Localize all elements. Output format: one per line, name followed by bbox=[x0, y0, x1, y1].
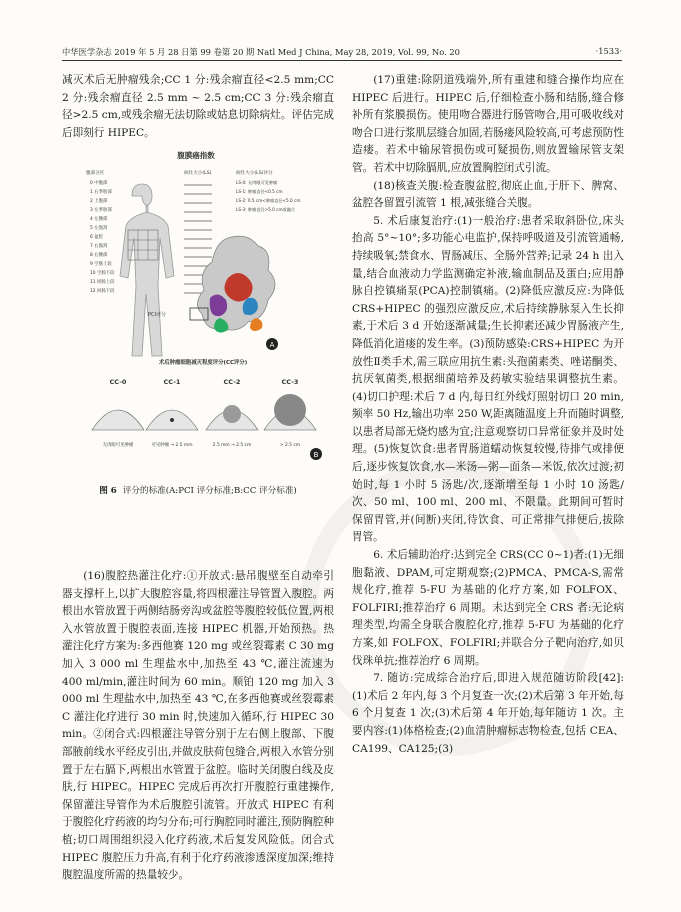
body-diagram bbox=[120, 184, 174, 356]
region-item: 4 左腰部 bbox=[90, 217, 108, 222]
left-column-top bbox=[62, 72, 334, 142]
cc-label: CC-3 bbox=[281, 378, 299, 386]
intestine-illustration bbox=[197, 236, 278, 350]
region-item: 2 上腹部 bbox=[90, 199, 108, 204]
running-header bbox=[62, 46, 622, 60]
region-list bbox=[90, 179, 115, 294]
region-item: 5 左髂窝 bbox=[90, 226, 108, 231]
region-item: 10 空肠下段 bbox=[90, 271, 115, 276]
region-item: 0 中腹部 bbox=[90, 181, 108, 186]
journal-citation: 中华医学杂志 2019 年 5 月 28 日第 99 卷第 20 期 Natl Med J China, May 28, 2019, Vol. 99, No. 20 bbox=[62, 47, 460, 57]
page-number: ·1533· bbox=[595, 46, 622, 56]
cc-headers bbox=[110, 378, 299, 386]
paragraph: (18)核查关腹:检查腹盆腔,彻底止血,于肝下、脾窝、盆腔各留置引流管 1 根,减张缝合关腹。 bbox=[352, 179, 624, 210]
region-item: 12 回肠下段 bbox=[90, 289, 115, 294]
figure-caption bbox=[62, 484, 334, 496]
region-item: 1 右季肋部 bbox=[90, 190, 112, 195]
cc-subtitle: 术后肿瘤细胞减灭程度评分(CC评分) bbox=[158, 360, 248, 366]
cc-descriptions bbox=[103, 441, 300, 448]
cc-desc: 可见肿瘤 → 2.5 mm bbox=[151, 443, 193, 448]
region-item: 9 空肠上段 bbox=[90, 262, 112, 267]
paragraph: 6. 术后辅助治疗:达到完全 CRS(CC 0~1)者:(1)无细胞黏液、DPAM,可定期观察;(2)PMCA、PMCA-S,需常规化疗,推荐 5-FU 为基础的化疗方案,如 FOLFOX、FOLFIRI;推荐治疗 6 周期。未达到完全 CRS 者:无论病理类型,均需全身联合腹腔化疗,推荐 5-FU 为基础的化疗方案,如 FOLFOX、FOLFIRI;并联合分子靶向治疗,如贝伐珠单抗;推荐治疗 6 周期。 bbox=[352, 549, 624, 667]
ls-score-legend bbox=[236, 179, 300, 213]
paragraph: 7. 随访:完成综合治疗后,即进入规范随访阶段[42]:(1)术后 2 年内,每 3 个月复查一次;(2)术后第 3 年开始,每 6 个月复查 1 次;(3)术后第 4 年开始,每年随访 1 次。主要内容:(1)体格检查;(2)血清肿瘤标志物检查,包括 CEA、CA199、CA125;(3) bbox=[352, 672, 624, 755]
col-head-score: 病灶大小(LS)评分 bbox=[236, 171, 273, 176]
col-head-size: 病灶大小(LS) bbox=[184, 171, 212, 176]
region-item: 3 左季肋部 bbox=[90, 208, 112, 213]
cc-label: CC-0 bbox=[109, 378, 127, 386]
ls-score: LS-1: 肿瘤直径<0.5 cm bbox=[236, 189, 283, 194]
cc-desc: > 2.5 cm bbox=[279, 443, 301, 448]
region-item: 11 回肠上段 bbox=[90, 280, 115, 285]
cc-desc: 2.5 mm → 2.5 cm bbox=[212, 443, 252, 448]
paragraph: (16)腹腔热灌注化疗:①开放式:悬吊腹壁至自动牵引器支撑杆上,以扩大腹腔容量,将四根灌注导管置入腹腔。两根出水管放置于两侧结肠旁沟或盆腔等腹腔较低位置,两根入水管放置于腹腔表面,连接 HIPEC 机器,开始预热。热灌注化疗方案为:多西他赛 120 mg 或丝裂霉素 C 30 mg 加入 3 000 ml 生理盐水中,加热至 43 ℃,灌注流速为 400 ml/min,灌注时间为 60 min。顺铂 120 mg 加入 3 000 ml 生理盐水中,加热至 43 ℃,在多西他赛或丝裂霉素 C 灌注化疗进行 30 min 时,快速加入循环,行 HIPEC 30 min。②闭合式:四根灌注导管分别于左右侧上腹部、下腹部腋前线水平经皮引出,并做皮肤荷包缝合,两根入水管分别置于左右膈下,两根出水管置于盆腔。临时关闭腹白线及皮肤,行 HIPEC。HIPEC 完成后再次打开腹腔行重建操作,保留灌注导管作为术后腹腔引流管。开放式 HIPEC 有利于腹腔化疗药液的均匀分布;可行胸腔同时灌注,预防胸腔种植;切口周围组织浸入化疗药液,术后复发风险低。闭合式 HIPEC 腹腔压力升高,有利于化疗药液渗透深度加深;维持腹腔温度所需的热量较少。 bbox=[62, 570, 334, 882]
pci-label: PCI评分 bbox=[148, 312, 166, 318]
ls-score: LS-2: 0.5 cm<肿瘤直径<5.0 cm bbox=[236, 198, 301, 203]
figure-svg bbox=[78, 148, 328, 474]
cc-label: CC-2 bbox=[223, 378, 241, 386]
region-item: 8 右腰部 bbox=[90, 253, 108, 258]
cc-shapes bbox=[92, 394, 316, 430]
paragraph: 减灭术后无肿瘤残余;CC 1 分:残余瘤直径<2.5 mm;CC 2 分:残余瘤直径 2.5 mm ~ 2.5 cm;CC 3 分:残余瘤直径>2.5 cm,或残余瘤无法切除或姑息切除病灶。评估完成后即刻行 HIPEC。 bbox=[62, 74, 334, 139]
cc-desc: 无肉眼可见肿瘤 bbox=[102, 443, 134, 448]
paragraph: 5. 术后康复治疗:(1)一般治疗:患者采取斜卧位,床头抬高 5°~10°;多功能心电监护,保持呼吸道及引流管通畅,持续吸氧;禁食水、胃肠减压、全肠外营养;记录 24 h 出入量,结合血液动力学监测确定补液,输血制品及蛋白;应用静脉自控镇痛泵(PCA)控制镇痛。(2)降低应激反应:为降低 CRS+HIPEC 的强烈应激反应,术后持续静脉泵入生长抑素,于术后 3 d 开始逐渐减量;生长抑素还减少胃肠液产生,降低消化道瘘的发生率。(3)预防感染:CRS+HIPEC 为开放性Ⅱ类手术,需三联应用抗生素:头孢菌素类、唑诺酮类、抗厌氧菌类,根据细菌培养及药敏实验结果调整抗生素。(4)切口护理:术后 7 d 内,每日红外线灯照射切口 20 min,频率 50 Hz,输出功率 250 W,距离随温度上升而随时调整,以患者局部无烧灼感为宜;注意观察切口异常征象并及时处理。(5)恢复饮食:患者胃肠道蠕动恢复较慢,待排气或排便后,逐步恢复饮食,水—米汤—粥—面条—米饭,依次过渡;初始时,每 1 小时 5 汤匙/次,逐渐增至每 1 小时 10 汤匙/次、50 ml、100 ml、200 ml、不限量。此期间可暂时保留胃管,并(间断)夹闭,待饮食、可正常排气排便后,拔除胃管。 bbox=[352, 214, 624, 544]
figure-title: 腹膜癌指数 bbox=[177, 151, 215, 160]
header-rule bbox=[62, 60, 622, 61]
paragraph: (17)重建:除阴道残端外,所有重建和缝合操作均应在 HIPEC 后进行。HIPEC 后,仔细检查小肠和结肠,缝合修补所有浆膜损伤。使用吻合器进行肠管吻合,用可吸收线对吻合口进行浆肌层缝合加固,若肠瘘风险较高,可考虑预防性造瘘。若术中输尿管损伤或可疑损伤,则放置输尿管支架管。若术中切除膈肌,应放置胸腔闭式引流。 bbox=[352, 74, 624, 174]
figure-caption-text: 评分的标准(A:PCI 评分标准;B:CC 评分标准) bbox=[122, 486, 297, 496]
panel-b-label: B bbox=[313, 451, 319, 459]
region-item: 6 盆腔 bbox=[90, 235, 103, 240]
right-column bbox=[352, 72, 624, 758]
cc-label: CC-1 bbox=[163, 378, 181, 386]
figure-number: 图 6 bbox=[99, 486, 117, 496]
panel-a-label: A bbox=[269, 341, 275, 349]
ls-score: LS-0: 无肉眼可见肿瘤 bbox=[236, 180, 278, 185]
figure-6 bbox=[78, 148, 328, 474]
col-head-regions: 腹部分区 bbox=[86, 171, 105, 176]
left-column-bottom bbox=[62, 568, 334, 885]
ls-score: LS-3: 肿瘤直径>5.0 cm或融合 bbox=[236, 207, 296, 212]
region-item: 7 右髂窝 bbox=[90, 244, 108, 249]
